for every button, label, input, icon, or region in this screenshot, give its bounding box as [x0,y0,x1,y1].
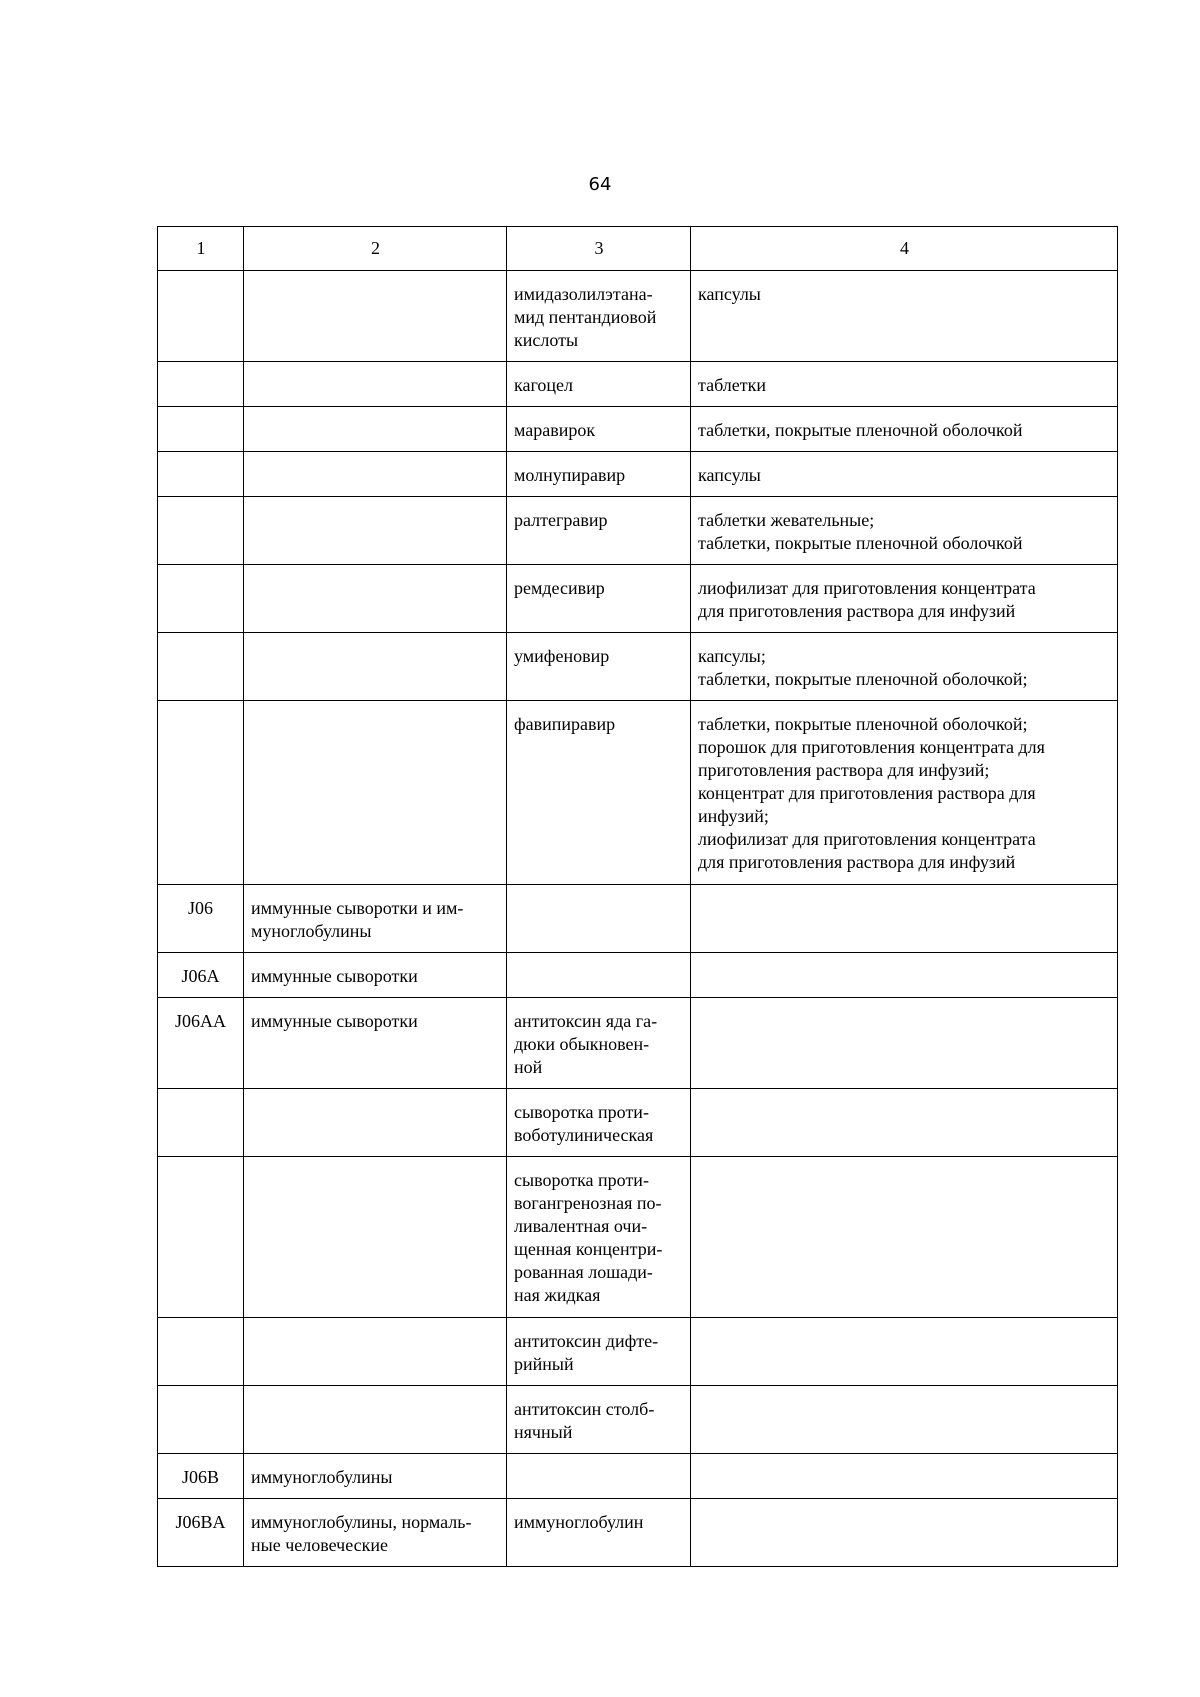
atc-code-cell [158,565,244,633]
drug-name-cell: ремдесивир [507,565,691,633]
table-row [158,701,1118,885]
dosage-form-cell: лиофилизат для приготовления концентрата для приготовления раствора для инфузий [691,565,1118,633]
dosage-form-cell [691,1454,1118,1499]
dosage-form-cell [691,1318,1118,1386]
drug-name-cell [507,885,691,953]
atc-code-cell [158,497,244,565]
dosage-form-cell [691,1157,1118,1318]
table-row [158,885,1118,953]
drug-name-cell: кагоцел [507,362,691,407]
atc-code-cell [158,407,244,452]
atc-code-cell [158,362,244,407]
dosage-form-cell [691,885,1118,953]
table-row [158,497,1118,565]
group-cell [244,1089,507,1157]
dosage-form-cell [691,1089,1118,1157]
table-row [158,271,1118,362]
atc-code-cell [158,701,244,885]
table-row [158,362,1118,407]
table-row [158,1386,1118,1454]
atc-code-cell [158,1318,244,1386]
atc-code-cell: J06AA [158,998,244,1089]
atc-code-cell: J06B [158,1454,244,1499]
group-cell [244,565,507,633]
dosage-form-cell [691,1386,1118,1454]
group-cell [244,1386,507,1454]
drug-name-cell: антитоксин столб- нячный [507,1386,691,1454]
atc-code-cell [158,271,244,362]
table-row [158,565,1118,633]
group-cell [244,497,507,565]
group-cell [244,701,507,885]
drug-table [157,226,1118,1567]
dosage-form-cell: таблетки, покрытые пленочной оболочкой [691,407,1118,452]
drug-name-cell: сыворотка проти- вогангренозная по- ливалентная очи- щенная концентри- рованная лошади- ная жидкая [507,1157,691,1318]
atc-code-cell [158,633,244,701]
table-row [158,1089,1118,1157]
atc-code-cell: J06 [158,885,244,953]
drug-name-cell [507,953,691,998]
table-header-row [158,227,1118,271]
group-cell: иммунные сыворотки [244,998,507,1089]
table-row [158,953,1118,998]
group-cell: иммунные сыворотки и им- муноглобулины [244,885,507,953]
header-cell: 1 [158,227,244,271]
drug-name-cell: фавипиравир [507,701,691,885]
dosage-form-cell: таблетки [691,362,1118,407]
group-cell [244,1318,507,1386]
atc-code-cell: J06BA [158,1499,244,1567]
atc-code-cell: J06A [158,953,244,998]
dosage-form-cell: капсулы [691,452,1118,497]
group-cell: иммунные сыворотки [244,953,507,998]
group-cell: иммуноглобулины, нормаль- ные человеческие [244,1499,507,1567]
group-cell [244,362,507,407]
group-cell [244,633,507,701]
dosage-form-cell: таблетки жевательные; таблетки, покрытые пленочной оболочкой [691,497,1118,565]
atc-code-cell [158,452,244,497]
table-row [158,452,1118,497]
atc-code-cell [158,1386,244,1454]
group-cell [244,407,507,452]
header-cell: 4 [691,227,1118,271]
dosage-form-cell: капсулы [691,271,1118,362]
page-number: 64 [588,174,612,195]
table-row [158,633,1118,701]
drug-name-cell: сыворотка проти- воботулиническая [507,1089,691,1157]
dosage-form-cell [691,1499,1118,1567]
group-cell [244,452,507,497]
drug-name-cell [507,1454,691,1499]
table-row [158,1454,1118,1499]
drug-name-cell: ралтегравир [507,497,691,565]
dosage-form-cell: таблетки, покрытые пленочной оболочкой; порошок для приготовления концентрата для приготовления раствора для инфузий; концентрат для приготовления раствора для инфузий; лиофилизат для приготовления концентрата для приготовления раствора для инфузий [691,701,1118,885]
atc-code-cell [158,1157,244,1318]
drug-name-cell: антитоксин яда га- дюки обыкновен- ной [507,998,691,1089]
dosage-form-cell: капсулы; таблетки, покрытые пленочной оболочкой; [691,633,1118,701]
dosage-form-cell [691,953,1118,998]
dosage-form-cell [691,998,1118,1089]
drug-name-cell: имидазолилэтана- мид пентандиовой кислоты [507,271,691,362]
group-cell [244,1157,507,1318]
drug-name-cell: умифеновир [507,633,691,701]
table-row [158,1499,1118,1567]
table-row [158,407,1118,452]
drug-name-cell: молнупиравир [507,452,691,497]
table-row [158,1157,1118,1318]
table-row [158,998,1118,1089]
drug-name-cell: маравирок [507,407,691,452]
drug-name-cell: иммуноглобулин [507,1499,691,1567]
header-cell: 3 [507,227,691,271]
header-cell: 2 [244,227,507,271]
group-cell: иммуноглобулины [244,1454,507,1499]
drug-name-cell: антитоксин дифте- рийный [507,1318,691,1386]
table-row [158,1318,1118,1386]
group-cell [244,271,507,362]
atc-code-cell [158,1089,244,1157]
